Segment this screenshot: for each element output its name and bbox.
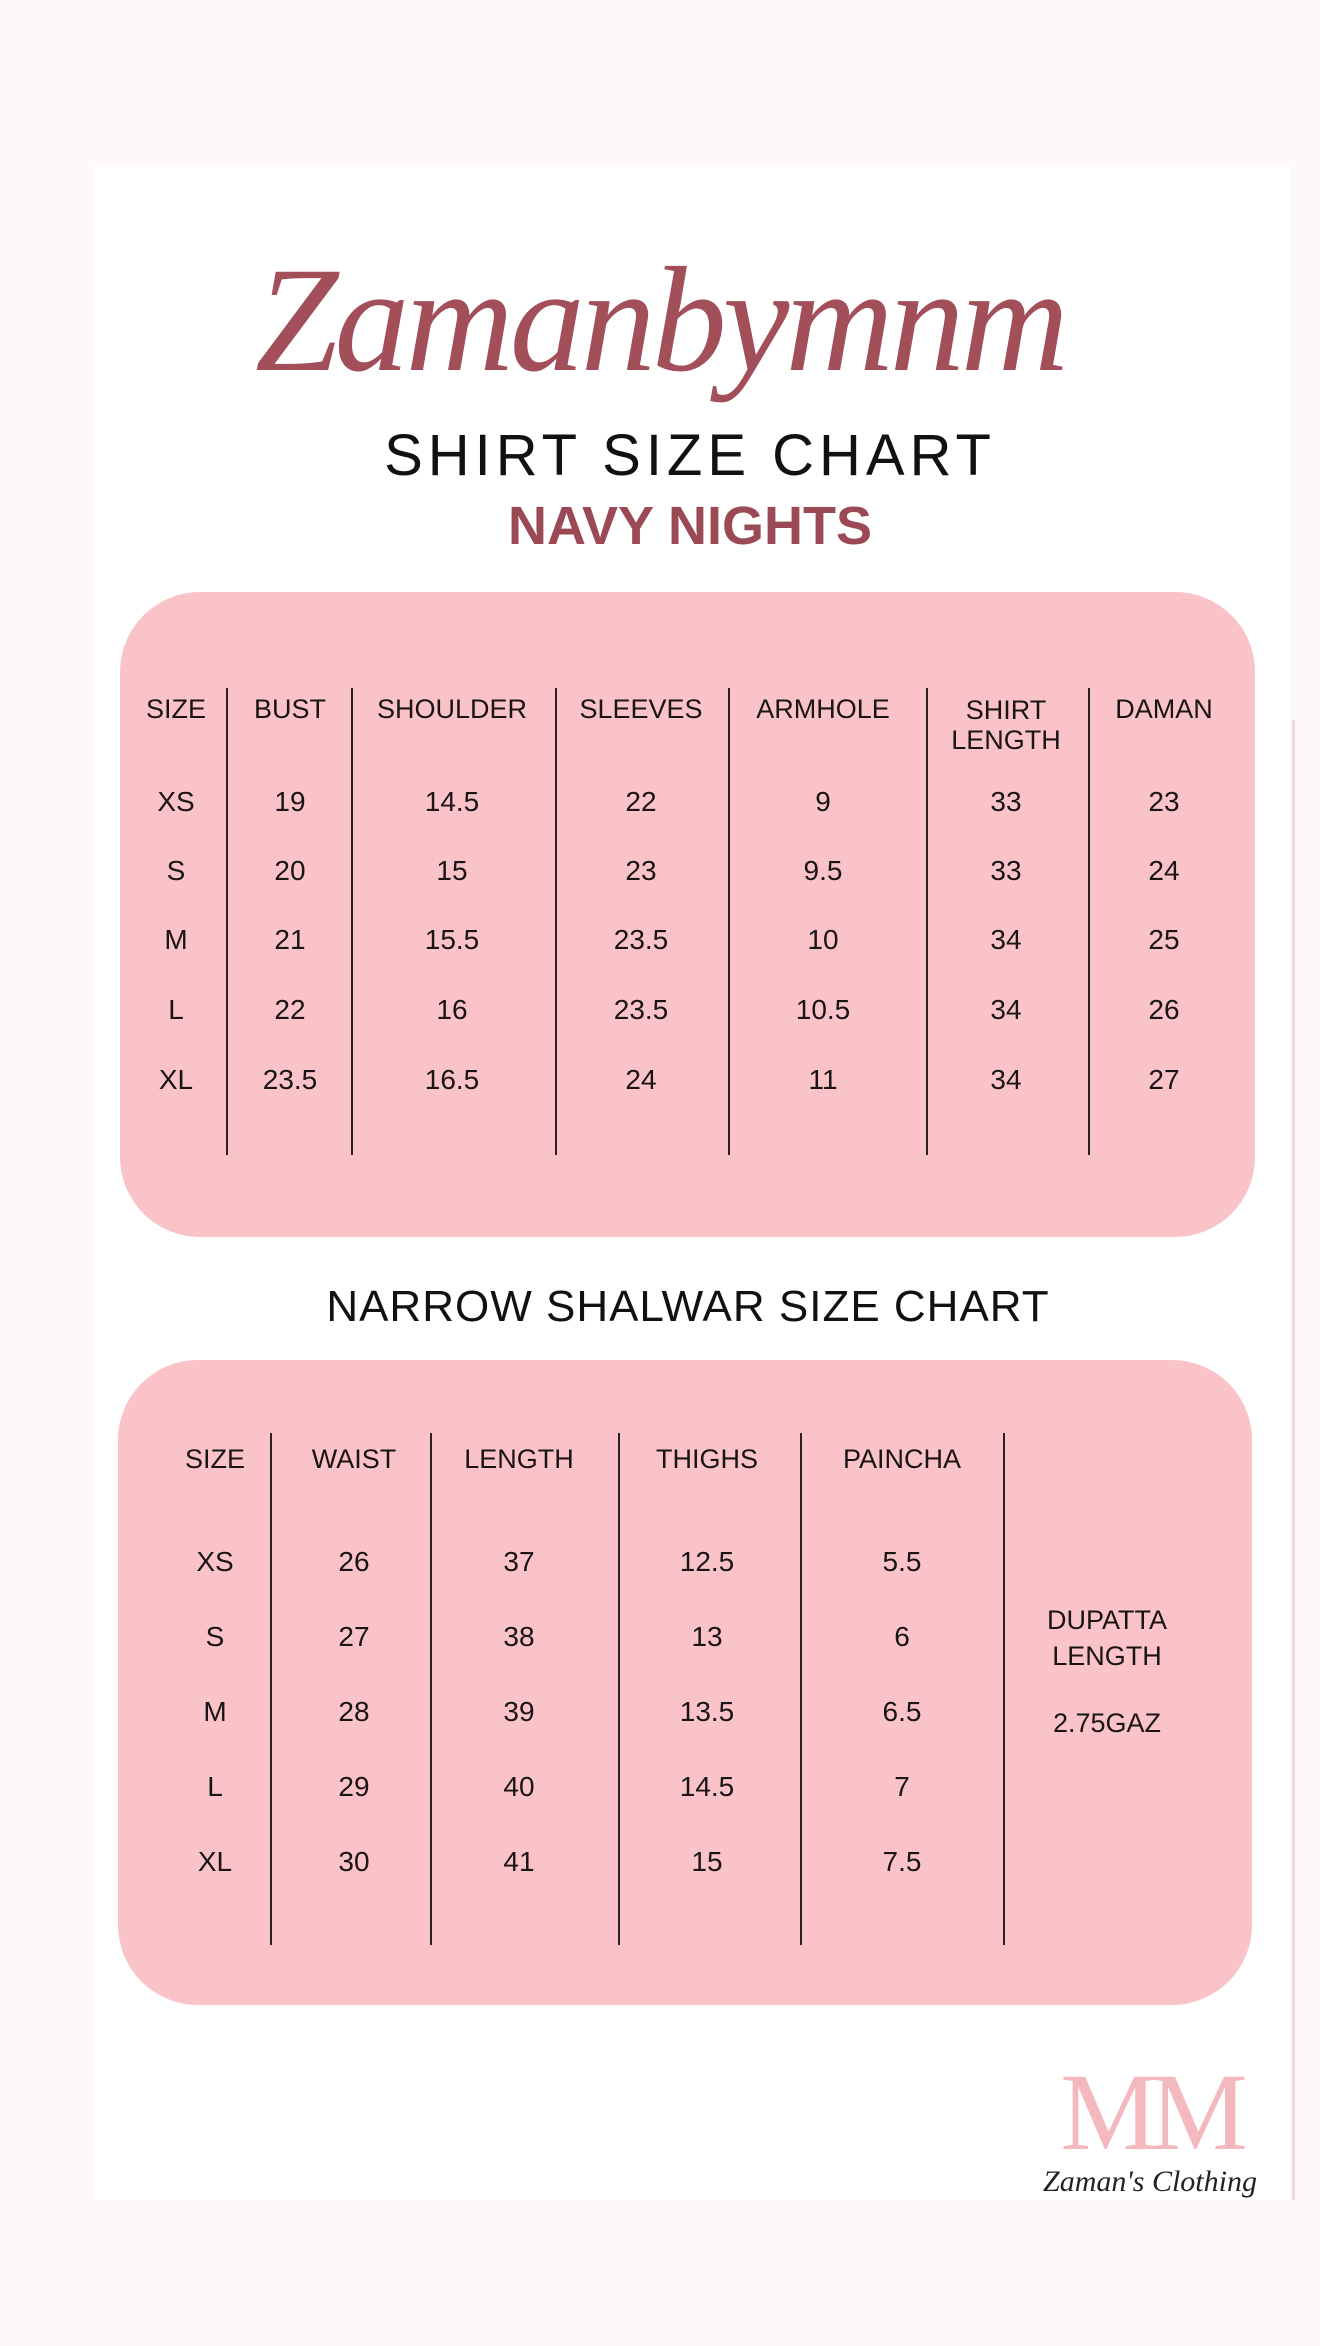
table-cell: XS xyxy=(196,1546,234,1577)
table-cell: 25 xyxy=(1148,924,1180,955)
table-cell: 7.5 xyxy=(882,1846,922,1877)
column-divider xyxy=(800,1433,802,1945)
table-cell: 24 xyxy=(1148,855,1180,886)
table-cell: 34 xyxy=(990,924,1022,955)
table-cell: XL xyxy=(158,1064,194,1095)
table-cell: 14.5 xyxy=(679,1771,735,1802)
table-cell: 34 xyxy=(990,994,1022,1025)
table-cell: 16 xyxy=(436,994,468,1025)
column-header: DAMAN xyxy=(1115,694,1213,724)
column-divider xyxy=(270,1433,272,1945)
table-cell: XL xyxy=(197,1846,233,1877)
table-cell: 15 xyxy=(436,855,468,886)
table-cell: 10.5 xyxy=(795,994,851,1025)
table-cell: 11 xyxy=(808,1064,838,1095)
column-header: SHIRT LENGTH xyxy=(951,695,1061,755)
column-header: SLEEVES xyxy=(579,694,703,724)
column-header: SHOULDER xyxy=(376,694,528,724)
table-cell: S xyxy=(205,1621,225,1652)
table-cell: L xyxy=(207,1771,223,1802)
column-header: THIGHS xyxy=(655,1444,759,1474)
table-cell: 40 xyxy=(503,1771,535,1802)
table-cell: 23.5 xyxy=(613,994,669,1025)
column-header: ARMHOLE xyxy=(756,694,890,724)
collection-name: NAVY NIGHTS xyxy=(507,496,873,556)
table-cell: XS xyxy=(157,786,195,817)
column-divider xyxy=(430,1433,432,1945)
table-cell: 26 xyxy=(338,1546,370,1577)
table-cell: 22 xyxy=(274,994,306,1025)
table-cell: S xyxy=(166,855,186,886)
table-cell: 23.5 xyxy=(613,924,669,955)
table-cell: 10 xyxy=(807,924,839,955)
table-cell: 13 xyxy=(691,1621,723,1652)
table-cell: 15.5 xyxy=(424,924,480,955)
table-cell: 33 xyxy=(990,786,1022,817)
dupatta-value: 2.75GAZ xyxy=(1052,1708,1162,1738)
table-cell: 38 xyxy=(503,1621,535,1652)
table-cell: 9 xyxy=(815,786,831,817)
table-cell: 14.5 xyxy=(424,786,480,817)
table-cell: 9.5 xyxy=(803,855,843,886)
column-divider xyxy=(926,688,928,1155)
footer-logo-text: Zaman's Clothing xyxy=(1043,2165,1257,2198)
column-divider xyxy=(728,688,730,1155)
page-title: SHIRT SIZE CHART xyxy=(384,423,996,488)
column-header: WAIST xyxy=(311,1444,397,1474)
table-cell: 33 xyxy=(990,855,1022,886)
shirt-size-table xyxy=(120,592,1255,1237)
column-divider xyxy=(226,688,228,1155)
table-cell: 16.5 xyxy=(424,1064,480,1095)
table-cell: M xyxy=(203,1696,227,1727)
table-cell: 23 xyxy=(625,855,657,886)
column-divider xyxy=(618,1433,620,1945)
table-cell: L xyxy=(168,994,184,1025)
table-cell: 22 xyxy=(625,786,657,817)
table-cell: 29 xyxy=(338,1771,370,1802)
table-cell: 21 xyxy=(274,924,306,955)
dupatta-label: LENGTH xyxy=(1052,1641,1162,1671)
column-header: LENGTH xyxy=(464,1444,574,1474)
table-cell: 12.5 xyxy=(679,1546,735,1577)
column-divider xyxy=(1088,688,1090,1155)
table-cell: 7 xyxy=(894,1771,910,1802)
table-cell: 23 xyxy=(1148,786,1180,817)
table-cell: 20 xyxy=(274,855,306,886)
column-divider xyxy=(1003,1433,1005,1945)
table-cell: 6 xyxy=(894,1621,910,1652)
column-header: BUST xyxy=(253,694,327,724)
table-cell: 26 xyxy=(1148,994,1180,1025)
table-cell: 27 xyxy=(338,1621,370,1652)
table-cell: 13.5 xyxy=(679,1696,735,1727)
shalwar-size-table xyxy=(118,1360,1252,2005)
dupatta-label: DUPATTA xyxy=(1047,1605,1167,1635)
table-cell: 23.5 xyxy=(262,1064,318,1095)
table-cell: 15 xyxy=(691,1846,723,1877)
table-cell: 24 xyxy=(625,1064,657,1095)
edge-divider xyxy=(1292,720,1295,2200)
column-divider xyxy=(555,688,557,1155)
footer-monogram: MM xyxy=(1060,2051,1240,2173)
table-cell: 5.5 xyxy=(882,1546,922,1577)
table-cell: 19 xyxy=(274,786,306,817)
column-divider xyxy=(351,688,353,1155)
column-header: SIZE xyxy=(145,694,207,724)
table-cell: 39 xyxy=(503,1696,535,1727)
brand-logo: Zamanbymnm xyxy=(255,237,1065,403)
table-cell: 6.5 xyxy=(882,1696,922,1727)
table-cell: 28 xyxy=(338,1696,370,1727)
table-cell: 30 xyxy=(338,1846,370,1877)
column-header: PAINCHA xyxy=(842,1444,962,1474)
table-cell: M xyxy=(164,924,188,955)
column-header: SIZE xyxy=(184,1444,246,1474)
table-cell: 41 xyxy=(503,1846,535,1877)
table-cell: 37 xyxy=(503,1546,535,1577)
shalwar-section-title: NARROW SHALWAR SIZE CHART xyxy=(326,1282,1050,1331)
table-cell: 34 xyxy=(990,1064,1022,1095)
table-cell: 27 xyxy=(1148,1064,1180,1095)
